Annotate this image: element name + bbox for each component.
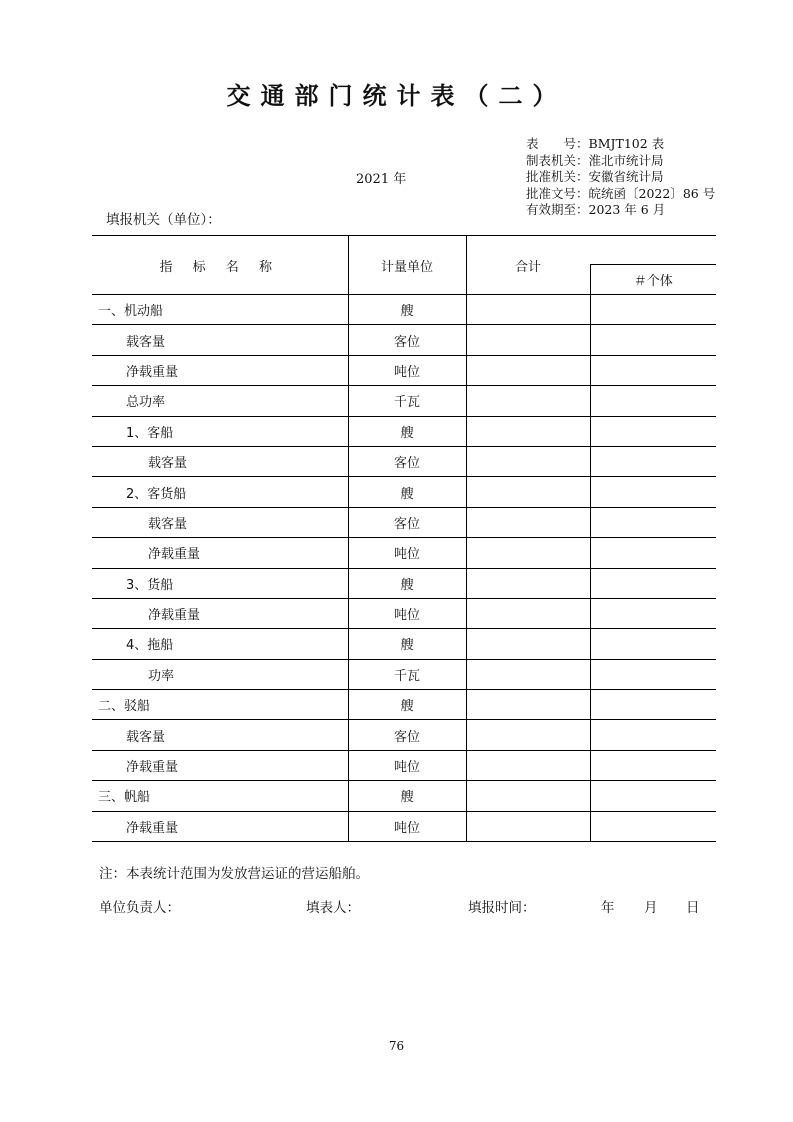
statistics-table — [92, 235, 716, 842]
individual-cell[interactable] — [590, 386, 716, 416]
row-unit: 客位 — [348, 325, 466, 355]
table-row — [92, 690, 716, 720]
total-cell[interactable] — [466, 355, 590, 385]
table-note: 注：本表统计范围为发放营运证的营运船舶。 — [99, 866, 369, 882]
table-row — [92, 659, 716, 689]
row-name: 净载重量 — [92, 811, 348, 841]
individual-cell[interactable] — [590, 507, 716, 537]
date-month-char: 月 — [644, 900, 658, 916]
signature-preparer-label: 填表人： — [306, 900, 360, 916]
total-cell[interactable] — [466, 690, 590, 720]
individual-cell[interactable] — [590, 446, 716, 476]
row-name: 载客量 — [92, 325, 348, 355]
row-name: 净载重量 — [92, 750, 348, 780]
table-row — [92, 750, 716, 780]
total-cell[interactable] — [466, 598, 590, 628]
table-row — [92, 386, 716, 416]
row-unit: 艘 — [348, 477, 466, 507]
total-cell[interactable] — [466, 507, 590, 537]
total-cell[interactable] — [466, 295, 590, 325]
signature-responsible-label: 单位负责人： — [99, 900, 180, 916]
row-name: 总功率 — [92, 386, 348, 416]
report-year: 2021 年 — [356, 172, 407, 187]
row-name: 二、驳船 — [92, 690, 348, 720]
individual-cell[interactable] — [590, 811, 716, 841]
row-unit: 艘 — [348, 295, 466, 325]
page-title: 交通部门统计表（二） — [226, 82, 567, 110]
individual-cell[interactable] — [590, 750, 716, 780]
row-name: 三、帆船 — [92, 781, 348, 811]
table-row — [92, 781, 716, 811]
table-row — [92, 295, 716, 325]
meta-row-issuing-authority: 制表机关：淮北市统计局 — [526, 152, 664, 168]
total-cell[interactable] — [466, 750, 590, 780]
individual-cell[interactable] — [590, 325, 716, 355]
signature-date-label: 填报时间： — [468, 900, 536, 916]
meta-row-valid-until: 有效期至：2023 年 6 月 — [526, 202, 666, 217]
individual-cell[interactable] — [590, 690, 716, 720]
total-cell[interactable] — [466, 781, 590, 811]
header-total: 合计 — [466, 236, 590, 295]
row-unit: 吨位 — [348, 598, 466, 628]
individual-cell[interactable] — [590, 629, 716, 659]
table-row — [92, 538, 716, 568]
row-name: 一、机动船 — [92, 295, 348, 325]
total-cell[interactable] — [466, 446, 590, 476]
total-cell[interactable] — [466, 659, 590, 689]
total-cell[interactable] — [466, 416, 590, 446]
row-unit: 艘 — [348, 781, 466, 811]
date-year-char: 年 — [601, 900, 615, 916]
row-name: 2、客货船 — [92, 477, 348, 507]
header-unit: 计量单位 — [348, 236, 466, 295]
individual-cell[interactable] — [590, 477, 716, 507]
form-metadata — [526, 136, 715, 219]
row-unit: 千瓦 — [348, 659, 466, 689]
table-row — [92, 507, 716, 537]
row-name: 3、货船 — [92, 568, 348, 598]
row-name: 净载重量 — [92, 598, 348, 628]
meta-row-approving-authority: 批准机关：安徽省统计局 — [526, 169, 664, 184]
individual-cell[interactable] — [590, 295, 716, 325]
row-unit: 客位 — [348, 507, 466, 537]
table-row — [92, 598, 716, 628]
total-cell[interactable] — [466, 325, 590, 355]
individual-cell[interactable] — [590, 538, 716, 568]
row-unit: 艘 — [348, 629, 466, 659]
filler-organization-label: 填报机关（单位）： — [106, 212, 221, 228]
meta-row-form-number: 表 号：BMJT102 表 — [526, 136, 665, 151]
header-individual: ＃个体 — [590, 265, 716, 295]
table-row — [92, 446, 716, 476]
table-row — [92, 629, 716, 659]
table-row — [92, 416, 716, 446]
row-unit: 吨位 — [348, 538, 466, 568]
total-cell[interactable] — [466, 477, 590, 507]
table-row — [92, 325, 716, 355]
header-spacer — [590, 236, 716, 265]
row-name: 4、拖船 — [92, 629, 348, 659]
individual-cell[interactable] — [590, 781, 716, 811]
table-row — [92, 720, 716, 750]
individual-cell[interactable] — [590, 720, 716, 750]
row-name: 净载重量 — [92, 355, 348, 385]
table-row — [92, 811, 716, 841]
row-unit: 千瓦 — [348, 386, 466, 416]
header-indicator-name: 指 标 名 称 — [92, 236, 348, 295]
date-day-char: 日 — [686, 900, 700, 916]
total-cell[interactable] — [466, 720, 590, 750]
individual-cell[interactable] — [590, 355, 716, 385]
row-name: 功率 — [92, 659, 348, 689]
row-unit: 吨位 — [348, 355, 466, 385]
row-unit: 艘 — [348, 416, 466, 446]
meta-row-approval-number: 批准文号：皖统函〔2022〕86 号 — [526, 185, 716, 201]
individual-cell[interactable] — [590, 598, 716, 628]
row-name: 载客量 — [92, 720, 348, 750]
total-cell[interactable] — [466, 386, 590, 416]
total-cell[interactable] — [466, 538, 590, 568]
row-unit: 艘 — [348, 690, 466, 720]
row-unit: 客位 — [348, 720, 466, 750]
table-row — [92, 355, 716, 385]
table-row — [92, 568, 716, 598]
individual-cell[interactable] — [590, 659, 716, 689]
row-unit: 吨位 — [348, 750, 466, 780]
individual-cell[interactable] — [590, 416, 716, 446]
individual-cell[interactable] — [590, 568, 716, 598]
row-name: 1、客船 — [92, 416, 348, 446]
row-name: 载客量 — [92, 507, 348, 537]
row-unit: 艘 — [348, 568, 466, 598]
total-cell[interactable] — [466, 629, 590, 659]
row-name: 载客量 — [92, 446, 348, 476]
row-unit: 吨位 — [348, 811, 466, 841]
total-cell[interactable] — [466, 568, 590, 598]
table-row — [92, 477, 716, 507]
row-unit: 客位 — [348, 446, 466, 476]
row-name: 净载重量 — [92, 538, 348, 568]
total-cell[interactable] — [466, 811, 590, 841]
page-number: 76 — [388, 1039, 405, 1053]
